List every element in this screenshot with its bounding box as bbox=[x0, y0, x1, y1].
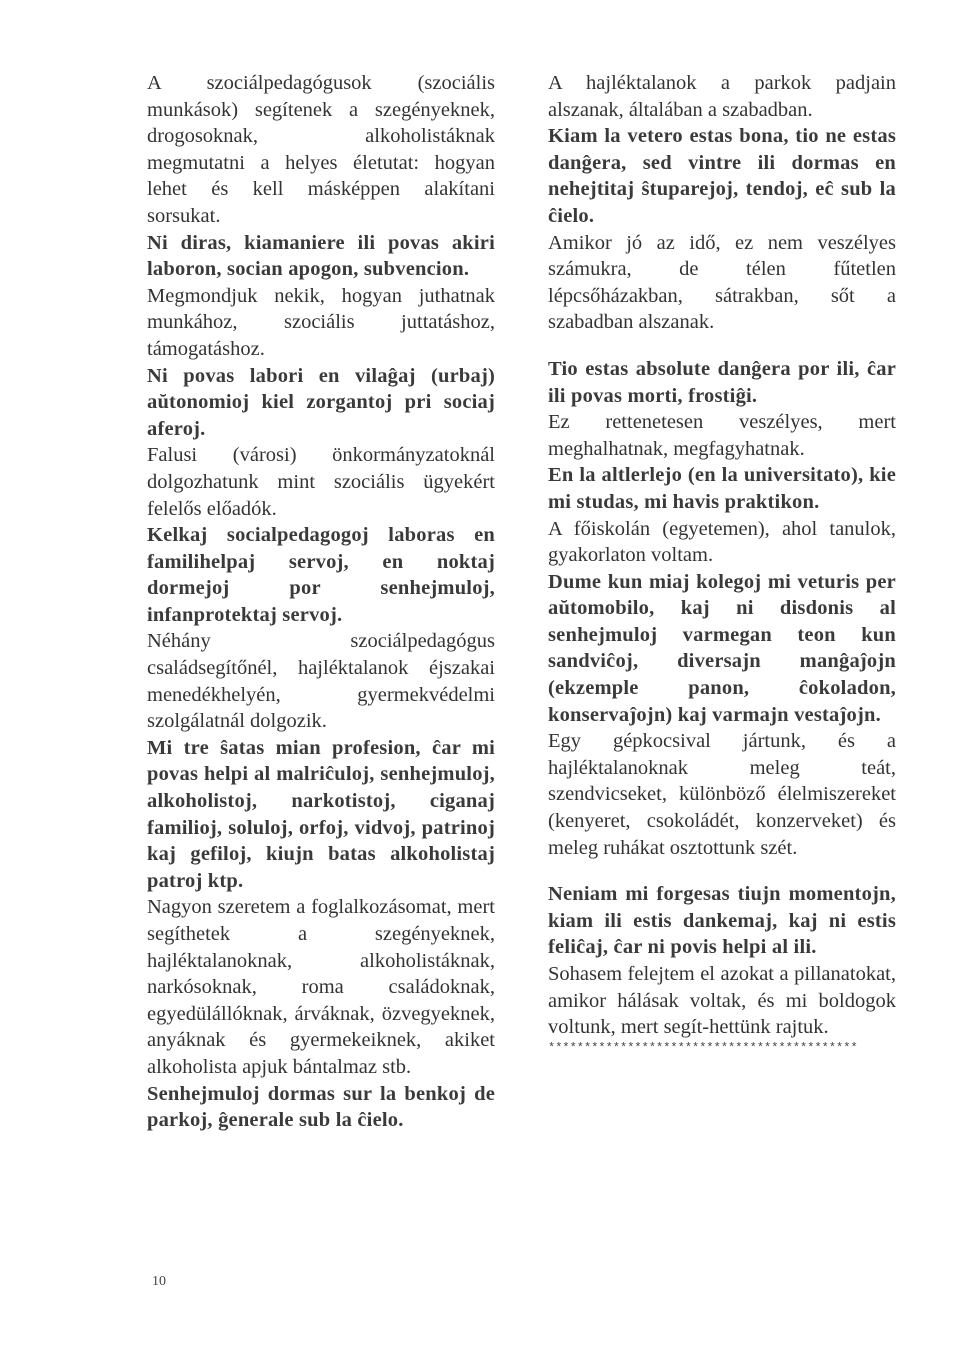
paragraph-hu: A főiskolán (egyetemen), ahol tanulok, gyakorlaton voltam. bbox=[548, 517, 896, 567]
paragraph-hu: Egy gépkocsival jártunk, és a hajléktalanoknak meleg teát, szendvicseket, különböző élelmiszereket (kenyeret, csokoládét, konzerveket) és meleg ruhákat osztottunk szét. bbox=[548, 730, 896, 859]
paragraph-eo: Neniam mi forgesas tiujn momentojn, kiam ili estis dankemaj, kaj ni estis feliĉaj, ĉar ni povis helpi al ili. bbox=[548, 883, 896, 959]
paragraph-eo: Tio estas absolute danĝera por ili, ĉar ili povas morti, frostiĝi. bbox=[548, 357, 896, 407]
paragraph-eo: Kiam la vetero estas bona, tio ne estas danĝera, sed vintre ili dormas en nehejtitaj ŝtuparejoj, tendoj, eĉ sub la ĉielo. bbox=[548, 125, 896, 227]
paragraph-eo: Ni povas labori en vilaĝaj (urbaj) aŭtonomioj kiel zorgantoj pri sociaj aferoj. bbox=[147, 364, 495, 440]
paragraph-eo: Ni diras, kiamaniere ili povas akiri laboron, socian apogon, subvencion. bbox=[147, 231, 495, 281]
paragraph-eo: Kelkaj socialpedagogoj laboras en familihelpaj servoj, en noktaj dormejoj por senhejmuloj, infanprotektaj servoj. bbox=[147, 524, 495, 626]
section-separator: ******************************************* bbox=[548, 1040, 858, 1055]
paragraph-hu: Nagyon szeretem a foglalkozásomat, mert segíthetek a szegényeknek, hajléktalanoknak, alkoholistáknak, narkósoknak, roma családoknak, egyedülállóknak, árváknak, özvegyeknek, anyáknak és gyermekeiknek, akiket alkoholista apjuk bántalmaz stb. bbox=[147, 896, 495, 1078]
paragraph-hu: A hajléktalanok a parkok padjain alszanak, általában a szabadban. bbox=[548, 72, 896, 121]
paragraph-hu: Néhány szociálpedagógus családsegítőnél, hajléktalanok éjszakai menedékhelyén, gyermekvédelmi szolgálatnál dolgozik. bbox=[147, 630, 495, 733]
page-number: 10 bbox=[152, 1274, 166, 1289]
paragraph-hu: Megmondjuk nekik, hogyan juthatnak munkához, szociális juttatáshoz, támogatáshoz. bbox=[147, 284, 495, 360]
paragraph-hu: Amikor jó az idő, ez nem veszélyes számukra, de télen fűtetlen lépcsőházakban, sátrakban, sőt a szabadban alszanak. bbox=[548, 231, 896, 334]
paragraph-hu: Falusi (városi) önkormányzatoknál dolgozhatunk mint szociális ügyekért felelős előadók. bbox=[147, 444, 495, 520]
paragraph-eo: Dume kun miaj kolegoj mi veturis per aŭtomobilo, kaj ni disdonis al senhejmuloj varmegan teon kun sandviĉoj, diversajn manĝaĵojn (ekzemple panon, ĉokoladon, konservaĵojn) kaj varmajn vestaĵojn. bbox=[548, 570, 896, 726]
paragraph-hu: Ez rettenetesen veszélyes, mert meghalhatnak, megfagyhatnak. bbox=[548, 411, 896, 460]
paragraph-eo: Mi tre ŝatas mian profesion, ĉar mi povas helpi al malriĉuloj, senhejmuloj, alkoholistoj, narkotistoj, ciganaj familioj, soluloj, orfoj, vidvoj, patrinoj kaj gefiloj, kiujn batas alkoholistaj patroj ktp. bbox=[147, 736, 495, 892]
paragraph-eo: Senhejmuloj dormas sur la benkoj de parkoj, ĝenerale sub la ĉielo. bbox=[147, 1082, 495, 1132]
paragraph-hu: Sohasem felejtem el azokat a pillanatokat, amikor hálásak voltak, és mi boldogok voltunk, mert segít-hettünk rajtuk. bbox=[548, 963, 896, 1039]
paragraph-eo: En la altlerlejo (en la universitato), kie mi studas, mi havis praktikon. bbox=[548, 464, 896, 513]
right-column bbox=[548, 70, 896, 1055]
paragraph-hu: A szociálpedagógusok (szociális munkások) segítenek a szegényeknek, drogosoknak, alkoholistáknak megmutatni a helyes életutat: hogyan lehet és kell másképpen alakítani sorsukat. bbox=[147, 72, 495, 227]
left-column bbox=[147, 70, 495, 1134]
